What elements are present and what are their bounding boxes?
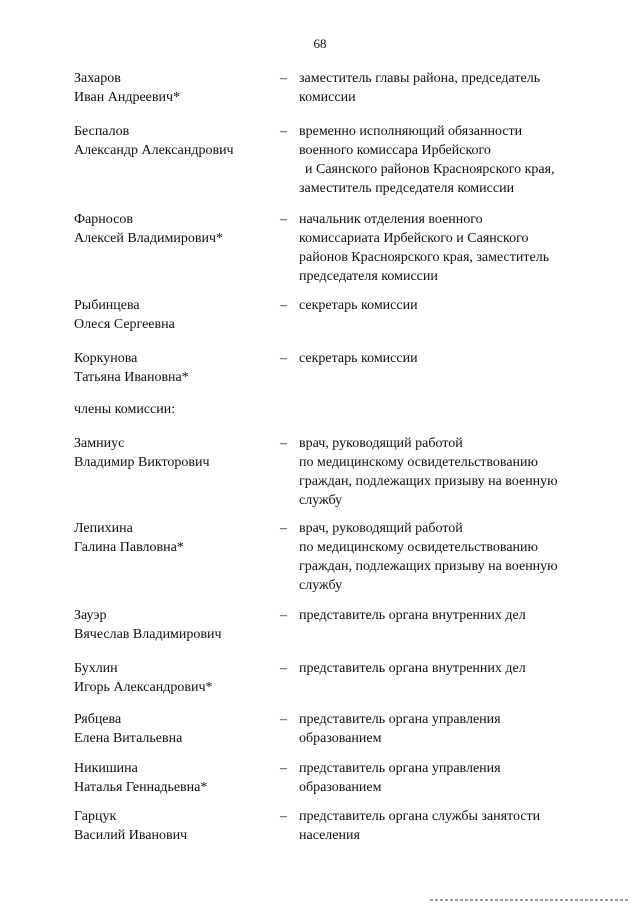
member-surname: Зауэр — [74, 608, 107, 623]
role-line: и Саянского районов Красноярского края, — [305, 162, 555, 177]
role-line: по медицинскому освидетельствованию — [299, 540, 539, 555]
member-name — [74, 349, 274, 387]
member-name — [74, 606, 274, 644]
role-line: заместитель главы района, председатель — [299, 71, 541, 86]
member-surname: Фарносов — [74, 212, 133, 227]
members-section-label: члены комиссии: — [74, 402, 176, 417]
role-line: представитель органа службы занятости — [299, 809, 541, 824]
member-given-names: Владимир Викторович — [74, 455, 210, 470]
dash-separator: – — [280, 436, 287, 451]
dash-separator: – — [280, 761, 287, 776]
role-line: секретарь комиссии — [299, 298, 418, 313]
member-given-names: Александр Александрович — [74, 143, 234, 158]
member-given-names: Татьяна Ивановна* — [74, 370, 189, 385]
role-line: заместитель председателя комиссии — [299, 181, 515, 196]
member-role — [299, 606, 599, 625]
role-line: военного комиссара Ирбейского — [299, 143, 491, 158]
role-line: районов Красноярского края, заместитель — [299, 250, 550, 265]
role-line: представитель органа внутренних дел — [299, 608, 526, 623]
member-surname: Рябцева — [74, 712, 122, 727]
member-name — [74, 210, 274, 248]
member-role — [299, 210, 599, 286]
member-role — [299, 807, 599, 845]
role-line: населения — [299, 828, 360, 843]
role-line: представитель органа управления — [299, 761, 501, 776]
dash-separator: – — [280, 298, 287, 313]
dash-separator: – — [280, 71, 287, 86]
role-line: представитель органа внутренних дел — [299, 661, 526, 676]
role-line: врач, руководящий работой — [299, 436, 463, 451]
member-role — [299, 659, 599, 678]
member-surname: Беспалов — [74, 124, 130, 139]
member-surname: Никишина — [74, 761, 138, 776]
member-given-names: Елена Витальевна — [74, 731, 183, 746]
dash-separator: – — [280, 608, 287, 623]
member-role — [299, 349, 599, 368]
member-given-names: Игорь Александрович* — [74, 680, 213, 695]
role-line: секретарь комиссии — [299, 351, 418, 366]
member-role — [299, 759, 599, 797]
role-line: образованием — [299, 731, 382, 746]
member-given-names: Олеся Сергеевна — [74, 317, 175, 332]
dash-separator: – — [280, 521, 287, 536]
dash-separator: – — [280, 712, 287, 727]
member-name — [74, 710, 274, 748]
member-name — [74, 759, 274, 797]
role-line: по медицинскому освидетельствованию — [299, 455, 539, 470]
role-line: образованием — [299, 780, 382, 795]
member-given-names: Иван Андреевич* — [74, 90, 181, 105]
member-name — [74, 296, 274, 334]
page-number: 68 — [313, 36, 327, 51]
member-surname: Гарцук — [74, 809, 117, 824]
member-name — [74, 519, 274, 557]
member-name — [74, 122, 274, 160]
member-surname: Замниус — [74, 436, 125, 451]
member-name — [74, 807, 274, 845]
dash-separator: – — [280, 661, 287, 676]
role-line: службу — [299, 578, 343, 593]
role-line: граждан, подлежащих призыву на военную — [299, 559, 558, 574]
role-line: временно исполняющий обязанности — [299, 124, 523, 139]
member-role — [299, 69, 599, 107]
member-surname: Бухлин — [74, 661, 118, 676]
member-given-names: Наталья Геннадьевна* — [74, 780, 208, 795]
role-line: врач, руководящий работой — [299, 521, 463, 536]
dash-separator: – — [280, 212, 287, 227]
member-surname: Лепихина — [74, 521, 133, 536]
role-line: граждан, подлежащих призыву на военную — [299, 474, 558, 489]
member-role — [299, 434, 599, 510]
member-surname: Рыбинцева — [74, 298, 140, 313]
role-line: службу — [299, 493, 343, 508]
member-name — [74, 434, 274, 472]
member-role — [299, 296, 599, 315]
role-line: комиссариата Ирбейского и Саянского — [299, 231, 529, 246]
role-line: начальник отделения военного — [299, 212, 483, 227]
dash-separator: – — [280, 809, 287, 824]
member-name — [74, 69, 274, 107]
member-role — [299, 122, 599, 198]
dash-separator: – — [280, 351, 287, 366]
scan-edge-line — [430, 899, 630, 901]
member-surname: Захаров — [74, 71, 121, 86]
member-given-names: Галина Павловна* — [74, 540, 184, 555]
member-surname: Коркунова — [74, 351, 138, 366]
member-given-names: Алексей Владимирович* — [74, 231, 224, 246]
role-line: председателя комиссии — [299, 269, 438, 284]
role-line: комиссии — [299, 90, 356, 105]
member-given-names: Вячеслав Владимирович — [74, 627, 222, 642]
member-given-names: Василий Иванович — [74, 828, 188, 843]
dash-separator: – — [280, 124, 287, 139]
member-name — [74, 659, 274, 697]
member-role — [299, 710, 599, 748]
role-line: представитель органа управления — [299, 712, 501, 727]
member-role — [299, 519, 599, 595]
